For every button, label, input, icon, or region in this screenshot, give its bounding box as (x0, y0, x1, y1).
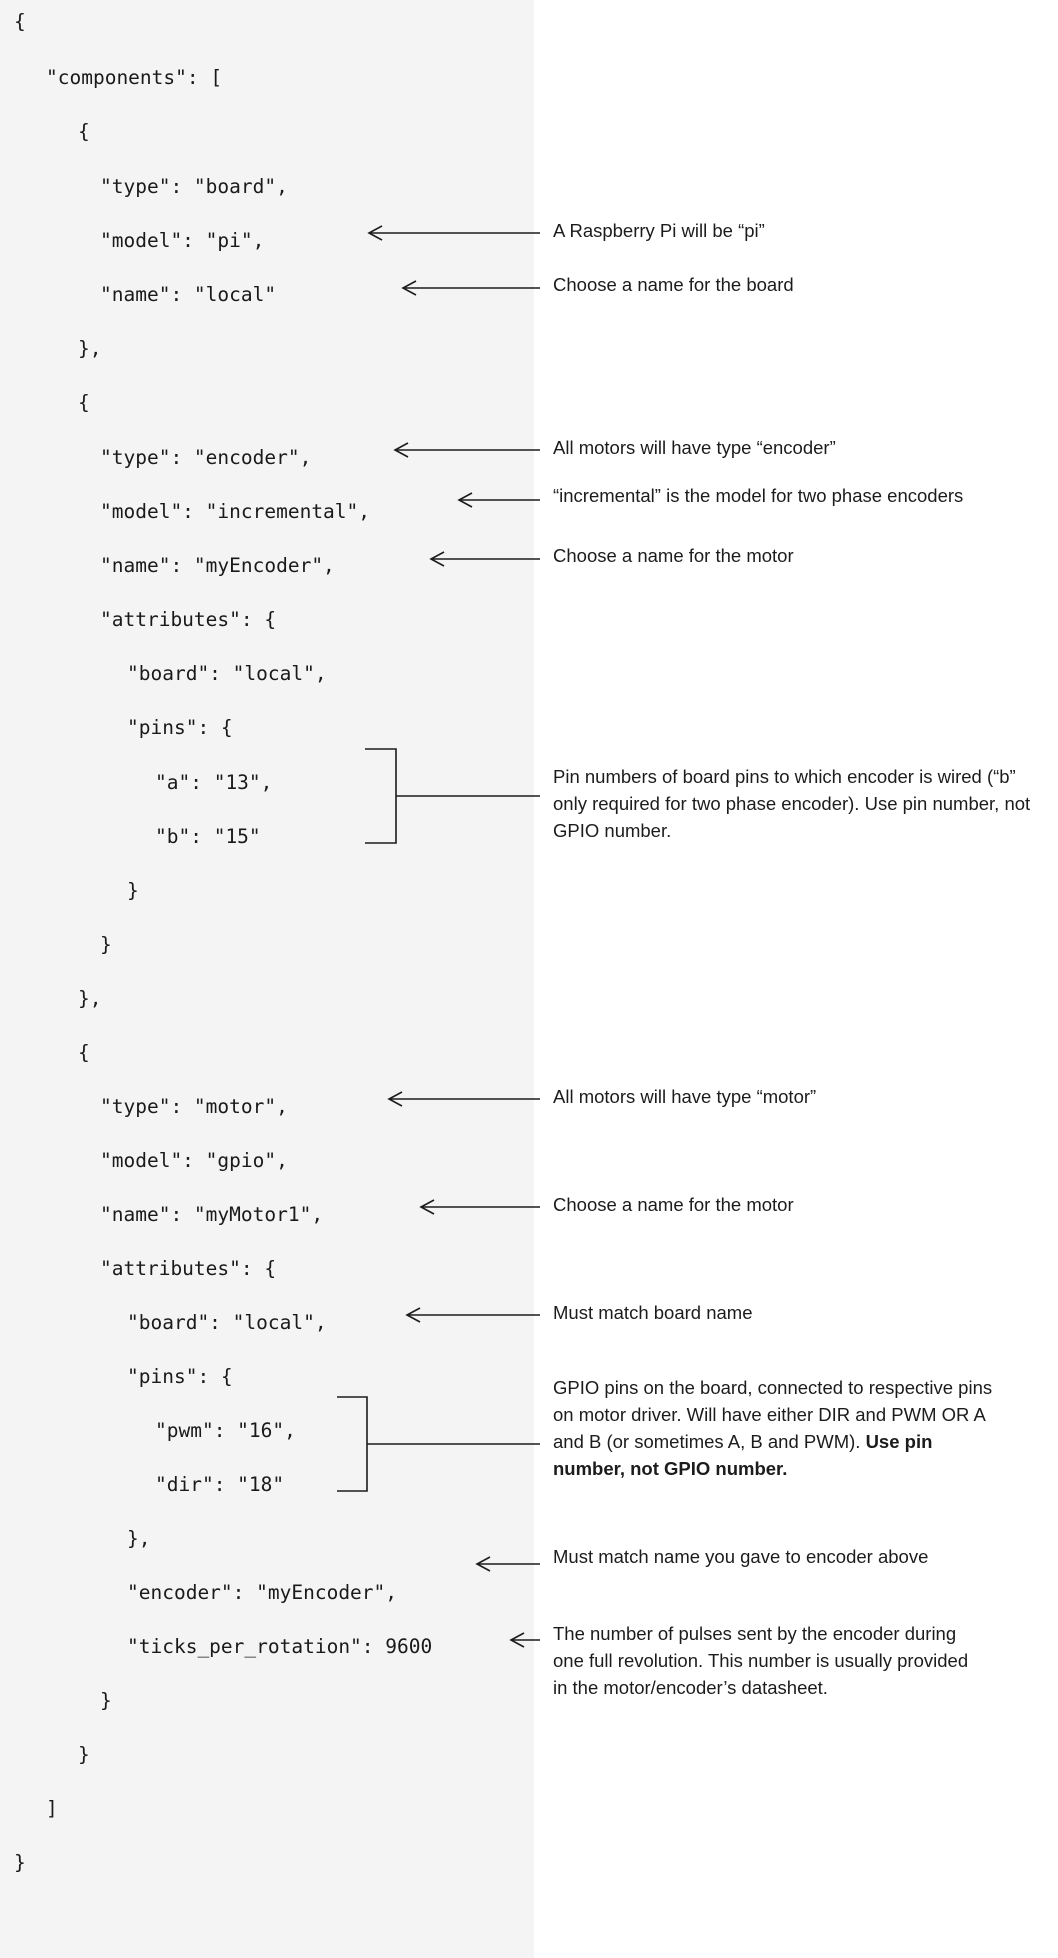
note-text: A Raspberry Pi will be “pi” (553, 220, 765, 241)
code-line: } (78, 1743, 90, 1766)
code-line: }, (78, 337, 102, 360)
code-line: "model": "pi", (100, 229, 265, 252)
code-line: "name": "local" (100, 283, 277, 306)
code-line: "attributes": { (100, 1257, 277, 1280)
note-type-encoder (553, 434, 993, 461)
note-model-incremental (553, 482, 1043, 509)
code-line: }, (78, 987, 102, 1010)
code-line: "pwm": "16", (155, 1419, 296, 1442)
note-text: Pin numbers of board pins to which encoder is wired (“b” only required for two phase encoder). Use pin number, not GPIO number. (553, 766, 1031, 841)
note-text: Choose a name for the board (553, 274, 794, 295)
code-line: "type": "board", (100, 175, 288, 198)
code-line: "board": "local", (127, 1311, 327, 1334)
note-text: “incremental” is the model for two phase encoders (553, 485, 964, 506)
note-text-emphasis: Use pin number, not GPIO number. (553, 1431, 933, 1479)
note-motor-name (553, 1191, 973, 1218)
code-line: "attributes": { (100, 608, 277, 631)
code-line: "encoder": "myEncoder", (127, 1581, 398, 1604)
note-ticks (553, 1620, 973, 1701)
code-line: { (14, 10, 26, 33)
code-line: "b": "15" (155, 825, 261, 848)
note-text: All motors will have type “motor” (553, 1086, 817, 1107)
code-line: "board": "local", (127, 662, 327, 685)
code-line: "a": "13", (155, 771, 273, 794)
code-line: "pins": { (127, 716, 233, 739)
note-type-motor (553, 1083, 993, 1110)
code-line: "type": "encoder", (100, 446, 312, 469)
code-line: "model": "incremental", (100, 500, 371, 523)
code-line: } (127, 879, 139, 902)
code-line: "ticks_per_rotation": 9600 (127, 1635, 433, 1658)
code-line: "model": "gpio", (100, 1149, 288, 1172)
note-text: Choose a name for the motor (553, 545, 794, 566)
code-line: "pins": { (127, 1365, 233, 1388)
note-model-pi (553, 217, 973, 244)
code-line: "name": "myEncoder", (100, 554, 335, 577)
note-text: Must match board name (553, 1302, 753, 1323)
code-line: "dir": "18" (155, 1473, 285, 1496)
code-line: } (100, 1689, 112, 1712)
code-line: { (78, 391, 90, 414)
note-text: GPIO pins on the board, connected to respective pins on motor driver. Will have either DIR and PWM OR A and B (or sometimes A, B and PWM). (553, 1377, 993, 1452)
note-encoder-match (553, 1543, 973, 1570)
note-encoder-name (553, 542, 973, 569)
note-motor-pins (553, 1374, 993, 1482)
note-board-name (553, 271, 973, 298)
code-line: "components": [ (46, 66, 223, 89)
note-text: Choose a name for the motor (553, 1194, 794, 1215)
code-line: } (100, 933, 112, 956)
code-line: }, (127, 1527, 151, 1550)
code-line: "type": "motor", (100, 1095, 288, 1118)
note-text: The number of pulses sent by the encoder during one full revolution. This number is usually provided in the motor/encoder’s datasheet. (553, 1623, 969, 1698)
code-line: { (78, 120, 90, 143)
code-line: ] (46, 1797, 58, 1820)
note-text: All motors will have type “encoder” (553, 437, 836, 458)
code-line: } (14, 1851, 26, 1874)
code-line: "name": "myMotor1", (100, 1203, 324, 1226)
note-encoder-pins (553, 763, 1045, 844)
note-board-match (553, 1299, 973, 1326)
code-line: { (78, 1041, 90, 1064)
note-text: Must match name you gave to encoder above (553, 1546, 929, 1567)
